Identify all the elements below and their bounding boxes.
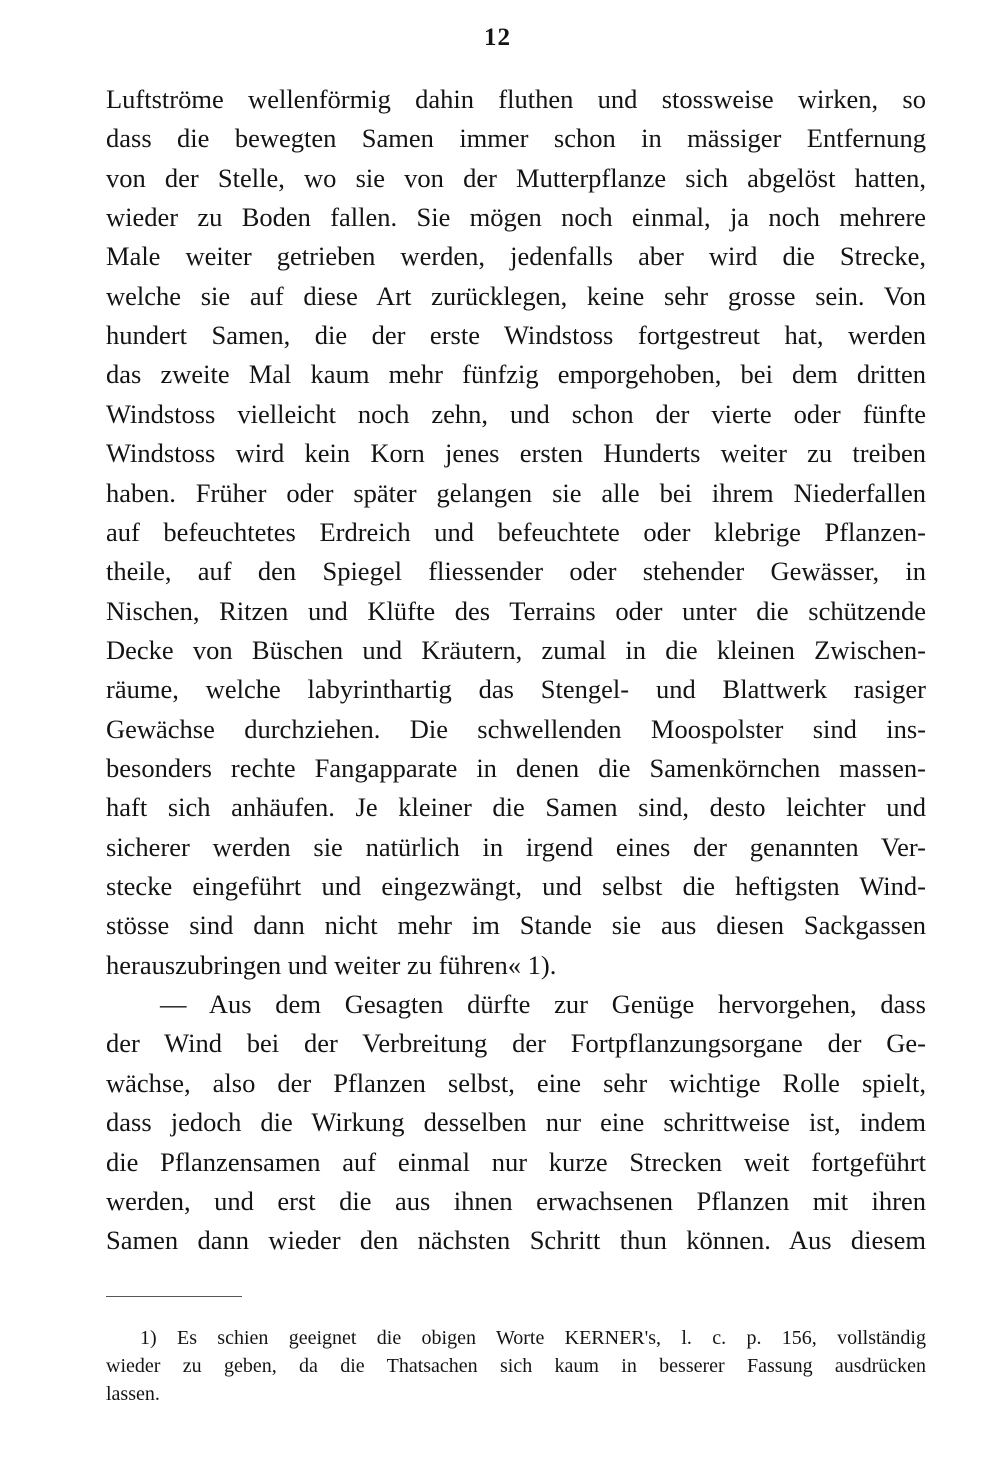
text-line: herauszubringen und weiter zu führen« 1).: [106, 950, 557, 980]
text-line: dass die bewegten Samen immer schon in mässiger Entfernung: [106, 123, 926, 153]
text-line: Gewächse durchziehen. Die schwellenden Moospolster sind ins-: [106, 714, 926, 744]
text-line: wächse, also der Pflanzen selbst, eine sehr wichtige Rolle spielt,: [106, 1068, 926, 1098]
text-line: haben. Früher oder später gelangen sie alle bei ihrem Niederfallen: [106, 478, 926, 508]
footnote-separator: [106, 1296, 242, 1297]
text-line: sicherer werden sie natürlich in irgend eines der genannten Ver-: [106, 832, 926, 862]
text-line: besonders rechte Fangapparate in denen die Samenkörnchen massen-: [106, 753, 926, 783]
text-line: von der Stelle, wo sie von der Mutterpflanze sich abgelöst hatten,: [106, 163, 926, 193]
footnote-line: lassen.: [106, 1383, 160, 1405]
paragraph-first-line: — Aus dem Gesagten dürfte zur Genüge hervorgehen, dass: [160, 989, 926, 1019]
text-line: Male weiter getrieben werden, jedenfalls aber wird die Strecke,: [106, 241, 926, 271]
text-line: räume, welche labyrinthartig das Stengel- und Blattwerk rasiger: [106, 674, 926, 704]
text-line: werden, und erst die aus ihnen erwachsenen Pflanzen mit ihren: [106, 1186, 926, 1216]
text-line: das zweite Mal kaum mehr fünfzig emporgehoben, bei dem dritten: [106, 359, 926, 389]
text-line: die Pflanzensamen auf einmal nur kurze Strecken weit fortgeführt: [106, 1147, 926, 1177]
text-line: Windstoss wird kein Korn jenes ersten Hunderts weiter zu treiben: [106, 438, 926, 468]
text-line: wieder zu Boden fallen. Sie mögen noch einmal, ja noch mehrere: [106, 202, 926, 232]
text-line: welche sie auf diese Art zurücklegen, keine sehr grosse sein. Von: [106, 281, 926, 311]
text-line: dass jedoch die Wirkung desselben nur eine schrittweise ist, indem: [106, 1107, 926, 1137]
footnote-line: 1) Es schien geeignet die obigen Worte KERNER's, l. c. p. 156, vollständig: [140, 1327, 926, 1349]
page-number: 12: [484, 24, 511, 51]
text-line: theile, auf den Spiegel fliessender oder stehender Gewässer, in: [106, 556, 926, 586]
text-line: Windstoss vielleicht noch zehn, und schon der vierte oder fünfte: [106, 399, 926, 429]
text-line: stecke eingeführt und eingezwängt, und selbst die heftigsten Wind-: [106, 871, 926, 901]
text-line: der Wind bei der Verbreitung der Fortpflanzungsorgane der Ge-: [106, 1028, 926, 1058]
text-line: auf befeuchtetes Erdreich und befeuchtete oder klebrige Pflanzen-: [106, 517, 926, 547]
text-line: Luftströme wellenförmig dahin fluthen und stossweise wirken, so: [106, 84, 926, 114]
text-line: hundert Samen, die der erste Windstoss fortgestreut hat, werden: [106, 320, 926, 350]
text-line: Decke von Büschen und Kräutern, zumal in die kleinen Zwischen-: [106, 635, 926, 665]
footnote-line: wieder zu geben, da die Thatsachen sich kaum in besserer Fassung ausdrücken: [106, 1355, 926, 1377]
text-line: haft sich anhäufen. Je kleiner die Samen sind, desto leichter und: [106, 792, 926, 822]
text-line: Samen dann wieder den nächsten Schritt thun können. Aus diesem: [106, 1225, 926, 1255]
text-line: Nischen, Ritzen und Klüfte des Terrains oder unter die schützende: [106, 596, 926, 626]
text-line: stösse sind dann nicht mehr im Stande sie aus diesen Sackgassen: [106, 910, 926, 940]
